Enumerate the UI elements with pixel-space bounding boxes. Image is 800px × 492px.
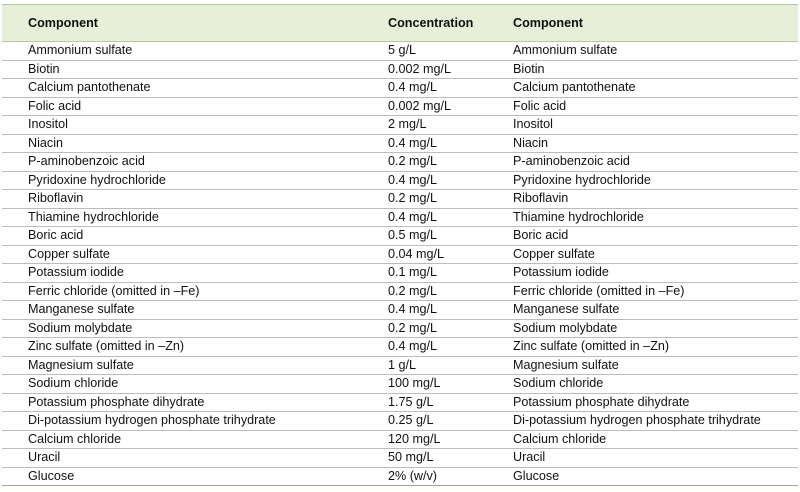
table-row	[2, 430, 798, 449]
table-row	[2, 264, 798, 283]
cell-component-repeat: Manganese sulfate	[507, 301, 798, 320]
cell-component-repeat: Inositol	[507, 116, 798, 135]
cell-component-repeat: Potassium iodide	[507, 264, 798, 283]
cell-component: Glucose	[2, 467, 382, 486]
cell-component-repeat: Magnesium sulfate	[507, 356, 798, 375]
table-row	[2, 412, 798, 431]
header-row	[2, 5, 798, 42]
cell-concentration: 0.4 mg/L	[382, 171, 507, 190]
cell-concentration: 1 g/L	[382, 356, 507, 375]
table-row	[2, 42, 798, 61]
cell-component: Pyridoxine hydrochloride	[2, 171, 382, 190]
cell-concentration: 50 mg/L	[382, 449, 507, 468]
cell-concentration: 2% (w/v)	[382, 467, 507, 486]
cell-concentration: 0.4 mg/L	[382, 79, 507, 98]
cell-component-repeat: Sodium chloride	[507, 375, 798, 394]
cell-component-repeat: Pyridoxine hydrochloride	[507, 171, 798, 190]
cell-concentration: 0.2 mg/L	[382, 319, 507, 338]
cell-component: Zinc sulfate (omitted in –Zn)	[2, 338, 382, 357]
table-row	[2, 356, 798, 375]
cell-component-repeat: Biotin	[507, 60, 798, 79]
cell-component-repeat: Folic acid	[507, 97, 798, 116]
cell-component-repeat: Uracil	[507, 449, 798, 468]
cell-component-repeat: Glucose	[507, 467, 798, 486]
cell-component: Potassium iodide	[2, 264, 382, 283]
cell-concentration: 0.04 mg/L	[382, 245, 507, 264]
table-row	[2, 282, 798, 301]
cell-concentration: 2 mg/L	[382, 116, 507, 135]
cell-component: Sodium chloride	[2, 375, 382, 394]
cell-component-repeat: Copper sulfate	[507, 245, 798, 264]
table-row	[2, 171, 798, 190]
cell-concentration: 0.4 mg/L	[382, 208, 507, 227]
cell-component: Di-potassium hydrogen phosphate trihydrate	[2, 412, 382, 431]
cell-component-repeat: P-aminobenzoic acid	[507, 153, 798, 172]
table-row	[2, 208, 798, 227]
cell-concentration: 100 mg/L	[382, 375, 507, 394]
media-composition-table	[2, 4, 798, 486]
cell-concentration: 0.4 mg/L	[382, 338, 507, 357]
table-row	[2, 393, 798, 412]
cell-component: Boric acid	[2, 227, 382, 246]
cell-component: P-aminobenzoic acid	[2, 153, 382, 172]
cell-component-repeat: Calcium pantothenate	[507, 79, 798, 98]
table-row	[2, 245, 798, 264]
table-row	[2, 375, 798, 394]
table-row	[2, 467, 798, 486]
cell-component: Manganese sulfate	[2, 301, 382, 320]
cell-component: Riboflavin	[2, 190, 382, 209]
cell-component: Thiamine hydrochloride	[2, 208, 382, 227]
table-row	[2, 60, 798, 79]
cell-component: Copper sulfate	[2, 245, 382, 264]
cell-concentration: 0.002 mg/L	[382, 97, 507, 116]
cell-component: Sodium molybdate	[2, 319, 382, 338]
cell-concentration: 5 g/L	[382, 42, 507, 61]
table-row	[2, 134, 798, 153]
table-row	[2, 319, 798, 338]
cell-component-repeat: Thiamine hydrochloride	[507, 208, 798, 227]
cell-concentration: 0.4 mg/L	[382, 134, 507, 153]
cell-component: Potassium phosphate dihydrate	[2, 393, 382, 412]
cell-component: Niacin	[2, 134, 382, 153]
table-row	[2, 301, 798, 320]
cell-concentration: 0.25 g/L	[382, 412, 507, 431]
table-row	[2, 449, 798, 468]
cell-component: Calcium chloride	[2, 430, 382, 449]
cell-concentration: 0.1 mg/L	[382, 264, 507, 283]
cell-component-repeat: Riboflavin	[507, 190, 798, 209]
table-row	[2, 190, 798, 209]
table-row	[2, 79, 798, 98]
table-row	[2, 338, 798, 357]
cell-component-repeat: Niacin	[507, 134, 798, 153]
table-row	[2, 97, 798, 116]
cell-component: Ferric chloride (omitted in –Fe)	[2, 282, 382, 301]
cell-component: Inositol	[2, 116, 382, 135]
cell-concentration: 0.5 mg/L	[382, 227, 507, 246]
cell-component: Folic acid	[2, 97, 382, 116]
header-component-repeat: Component	[507, 5, 798, 42]
table-body	[2, 42, 798, 486]
cell-component: Calcium pantothenate	[2, 79, 382, 98]
cell-concentration: 0.2 mg/L	[382, 190, 507, 209]
cell-component-repeat: Ferric chloride (omitted in –Fe)	[507, 282, 798, 301]
table-row	[2, 116, 798, 135]
cell-component-repeat: Sodium molybdate	[507, 319, 798, 338]
header-concentration: Concentration	[382, 5, 507, 42]
cell-component-repeat: Ammonium sulfate	[507, 42, 798, 61]
cell-concentration: 0.4 mg/L	[382, 301, 507, 320]
cell-concentration: 1.75 g/L	[382, 393, 507, 412]
table-row	[2, 227, 798, 246]
cell-component: Magnesium sulfate	[2, 356, 382, 375]
cell-component-repeat: Boric acid	[507, 227, 798, 246]
cell-concentration: 0.2 mg/L	[382, 153, 507, 172]
cell-component: Ammonium sulfate	[2, 42, 382, 61]
cell-concentration: 0.002 mg/L	[382, 60, 507, 79]
cell-component: Uracil	[2, 449, 382, 468]
table-row	[2, 153, 798, 172]
cell-concentration: 0.2 mg/L	[382, 282, 507, 301]
cell-component-repeat: Calcium chloride	[507, 430, 798, 449]
cell-component-repeat: Potassium phosphate dihydrate	[507, 393, 798, 412]
cell-concentration: 120 mg/L	[382, 430, 507, 449]
header-component: Component	[2, 5, 382, 42]
cell-component: Biotin	[2, 60, 382, 79]
table-header	[2, 5, 798, 42]
cell-component-repeat: Di-potassium hydrogen phosphate trihydrate	[507, 412, 798, 431]
cell-component-repeat: Zinc sulfate (omitted in –Zn)	[507, 338, 798, 357]
